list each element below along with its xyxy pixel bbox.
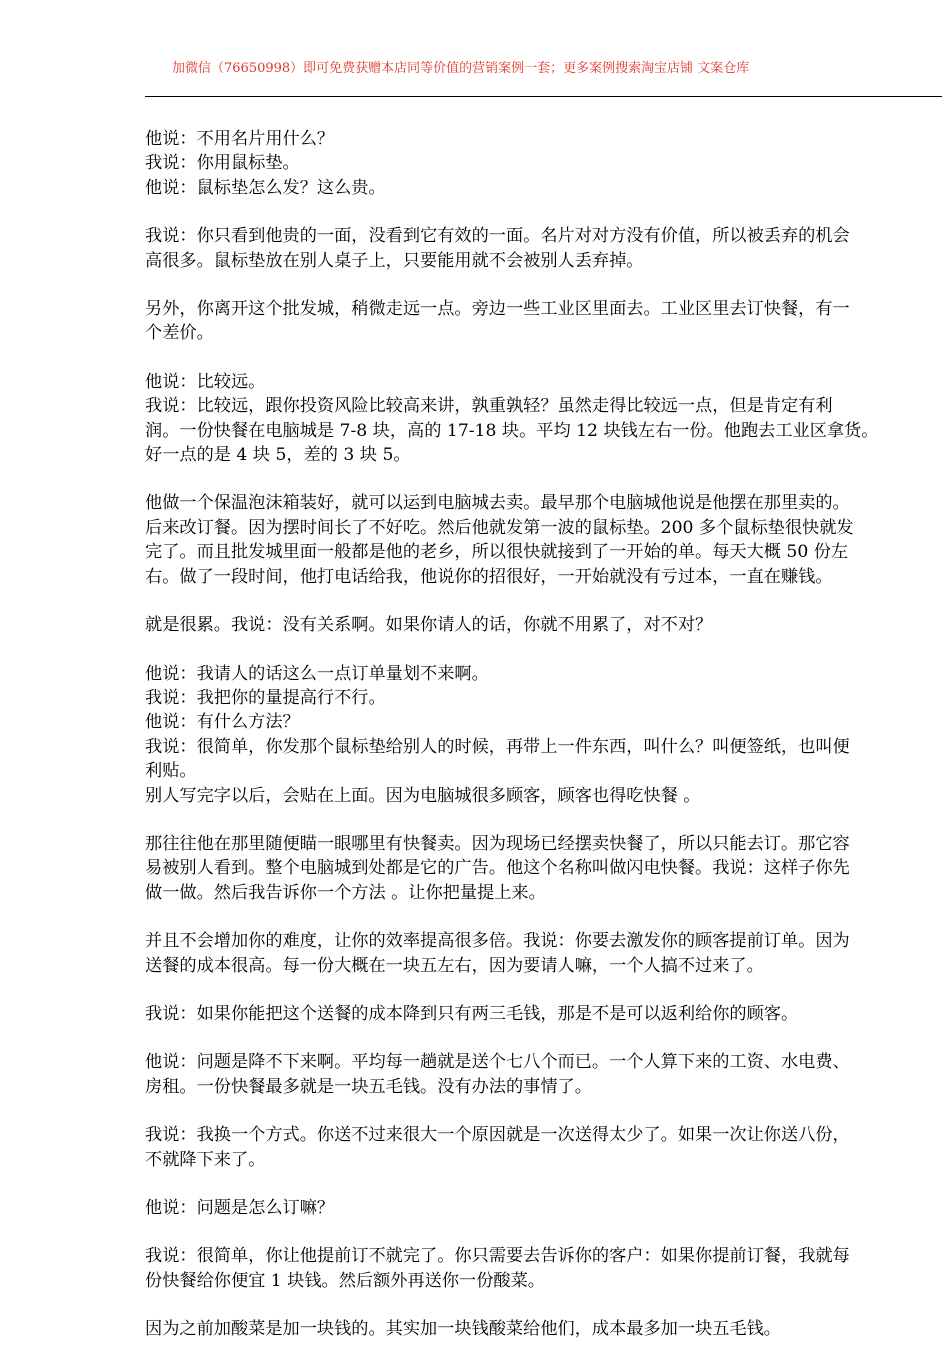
text-line: 我说：我换一个方式。你送不过来很大一个原因就是一次送得太少了。如果一次让你送八份，: [145, 1125, 850, 1146]
text-line: 他说：问题是降不下来啊。平均每一趟就是送个七八个而已。一个人算下来的工资、水电费、: [145, 1052, 850, 1073]
text-line: 好一点的是 4 块 5，差的 3 块 5。: [145, 445, 411, 466]
header-divider: [145, 96, 942, 97]
text-line: 利贴。: [145, 761, 197, 782]
text-line: 个差价。: [145, 323, 214, 344]
paragraph: [145, 1123, 933, 1172]
paragraph: [145, 491, 933, 589]
text-line: 他说：有什么方法？: [145, 712, 300, 733]
paragraph: [145, 297, 933, 346]
text-line: 我说：如果你能把这个送餐的成本降到只有两三毛钱，那是不是可以返利给你的顾客。: [145, 1003, 799, 1024]
text-line: 另外，你离开这个批发城，稍微走远一点。旁边一些工业区里面去。工业区里去订快餐，有一: [145, 299, 850, 320]
page-header-note: 加微信（76650998）即可免费获赠本店同等价值的营销案例一套；更多案例搜索淘宝店铺 文案仓库: [172, 61, 750, 76]
text-line: 完了。而且批发城里面一般都是他的老乡，所以很快就接到了一开始的单。每天大概 50 份左: [145, 542, 849, 563]
text-line: 我说：比较远，跟你投资风险比较高来讲，孰重孰轻？虽然走得比较远一点，但是肯定有利: [145, 396, 833, 417]
text-line: 后来改订餐。因为摆时间长了不好吃。然后他就发第一波的鼠标垫。200 多个鼠标垫很快就发: [145, 517, 854, 538]
text-line: 他做一个保温泡沫箱装好，就可以运到电脑城去卖。最早那个电脑城他说是他摆在那里卖的。: [145, 493, 850, 514]
paragraph: [145, 929, 933, 978]
text-line: 我说：很简单，你发那个鼠标垫给别人的时候，再带上一件东西，叫什么？叫便签纸，也叫便: [145, 736, 850, 757]
text-line: 房租。一份快餐最多就是一块五毛钱。没有办法的事情了。: [145, 1076, 592, 1097]
text-line: 不就降下来了。: [145, 1149, 266, 1170]
text-line: 那往往他在那里随便瞄一眼哪里有快餐卖。因为现场已经摆卖快餐了，所以只能去订。那它容: [145, 833, 850, 854]
text-line: 我说：你用鼠标垫。: [145, 153, 300, 174]
text-line: 份快餐给你便宜 1 块钱。然后额外再送你一份酸菜。: [145, 1270, 545, 1291]
text-line: 他说：问题是怎么订嘛？: [145, 1198, 335, 1218]
paragraph: [145, 1196, 933, 1220]
text-line: 并且不会增加你的难度，让你的效率提高很多倍。我说：你要去激发你的顾客提前订单。因为: [145, 931, 850, 952]
text-line: 我说：很简单，你让他提前订不就完了。你只需要去告诉你的客户：如果你提前订餐，我就每: [145, 1246, 850, 1267]
text-line: 他说：鼠标垫怎么发？这么贵。: [145, 177, 386, 198]
paragraph: [145, 1002, 933, 1026]
paragraph: [145, 370, 933, 468]
text-line: 送餐的成本很高。每一份大概在一块五左右，因为要请人嘛，一个人搞不过来了。: [145, 955, 764, 976]
text-line: 做一做。然后我告诉你一个方法 。让你把量提上来。: [145, 882, 546, 903]
paragraph: [145, 662, 933, 808]
paragraph: [145, 1050, 933, 1099]
text-line: 高很多。鼠标垫放在别人桌子上，只要能用就不会被别人丢弃掉。: [145, 250, 644, 271]
text-line: 他说：不用名片用什么？: [145, 129, 335, 149]
paragraph: [145, 613, 933, 637]
paragraph: [145, 1317, 933, 1341]
paragraph: [145, 127, 933, 200]
paragraph: [145, 1244, 933, 1293]
text-line: 他说：我请人的话这么一点订单量划不来啊。: [145, 663, 489, 684]
text-line: 别人写完字以后，会贴在上面。因为电脑城很多顾客，顾客也得吃快餐 。: [145, 785, 701, 806]
paragraph: [145, 832, 933, 905]
text-line: 他说：比较远。: [145, 371, 266, 392]
text-line: 右。做了一段时间，他打电话给我，他说你的招很好，一开始就没有亏过本，一直在赚钱。: [145, 566, 833, 587]
text-line: 我说：你只看到他贵的一面，没看到它有效的一面。名片对对方没有价值，所以被丢弃的机会: [145, 226, 850, 247]
text-line: 因为之前加酸菜是加一块钱的。其实加一块钱酸菜给他们，成本最多加一块五毛钱。: [145, 1319, 781, 1340]
text-line: 润。一份快餐在电脑城是 7-8 块，高的 17-18 块。平均 12 块钱左右一份。他跑去工业区拿货。: [145, 420, 879, 441]
paragraph: [145, 224, 933, 273]
document-body: [145, 127, 933, 1366]
text-line: 易被别人看到。整个电脑城到处都是它的广告。他这个名称叫做闪电快餐。我说：这样子你先: [145, 858, 850, 879]
text-line: 就是很累。我说：没有关系啊。如果你请人的话，你就不用累了，对不对？: [145, 615, 713, 636]
text-line: 我说：我把你的量提高行不行。: [145, 687, 386, 708]
